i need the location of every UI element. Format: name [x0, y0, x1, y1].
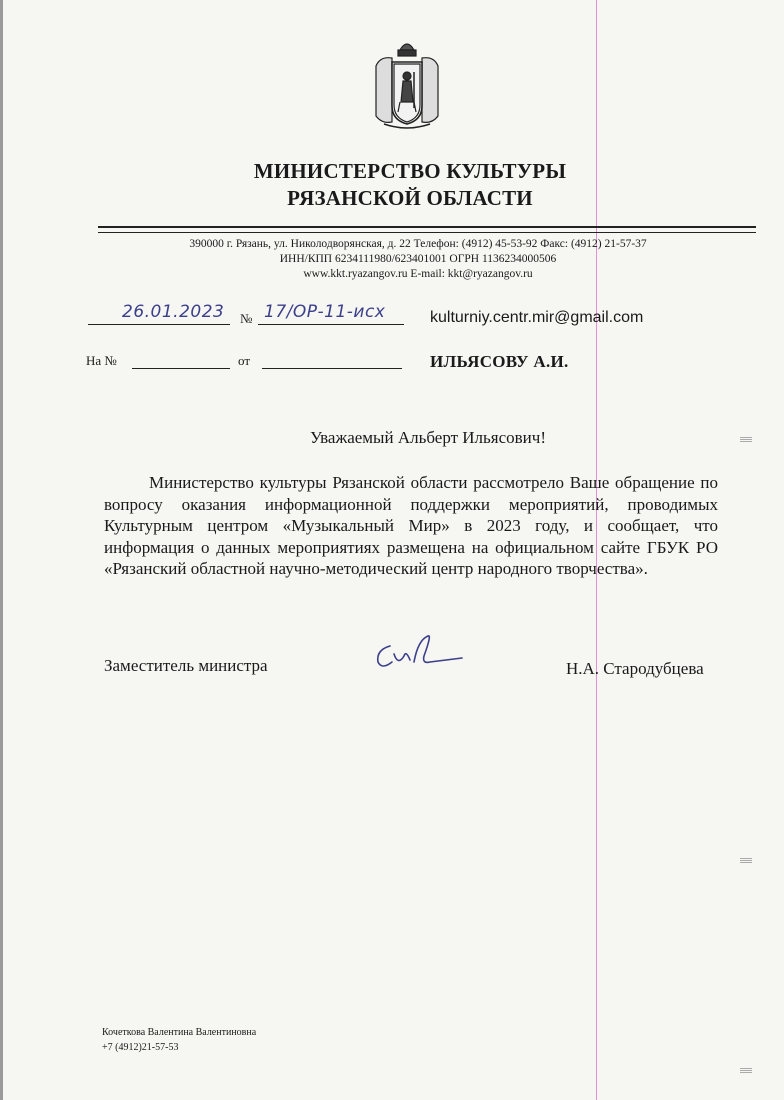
- signatory-name: Н.А. Стародубцева: [566, 659, 704, 678]
- executor-phone: +7 (4912)21-57-53: [102, 1042, 179, 1053]
- scan-mark: [740, 858, 752, 864]
- number-label: №: [240, 311, 253, 326]
- reference-number-field: [132, 350, 230, 369]
- header-rule-thick: [98, 226, 756, 228]
- reference-label: На №: [86, 353, 117, 368]
- greeting: Уважаемый Альберт Ильясович!: [310, 428, 546, 447]
- header-rule-thin: [98, 232, 756, 233]
- signatory-title: Заместитель министра: [104, 656, 268, 675]
- handwritten-signature-icon: [372, 632, 464, 676]
- reference-date-field: [262, 350, 402, 369]
- scan-mark: [740, 1068, 752, 1074]
- ministry-name-line2: РЯЗАНСКОЙ ОБЛАСТИ: [287, 186, 533, 210]
- ministry-name-line1: МИНИСТЕРСТВО КУЛЬТУРЫ: [253, 159, 567, 183]
- registration-number: 17/ОР-11-исх: [264, 302, 386, 322]
- recipient-name: ИЛЬЯСОВУ А.И.: [430, 352, 569, 371]
- registration-date: 26.01.2023: [122, 302, 225, 322]
- reference-from-label: от: [238, 353, 251, 368]
- contacts-web: www.kkt.ryazangov.ru E-mail: kkt@ryazangov.ru: [303, 268, 533, 280]
- executor-name: Кочеткова Валентина Валентиновна: [102, 1027, 257, 1038]
- letter-body: Министерство культуры Рязанской области рассмотрело Ваше обращение по вопросу оказания информационной поддержки мероприятий, проводимых Культурным центром «Музыкальный Мир» в 2023 году, и сообщает, что информация о данных мероприятиях размещена на официальном сайте ГБУК РО «Рязанский областной научно-методический центр народного творчества».: [104, 473, 718, 578]
- scan-edge: [0, 0, 3, 1100]
- coat-of-arms-icon: [370, 36, 444, 134]
- contacts-address: 390000 г. Рязань, ул. Николодворянская, д. 22 Телефон: (4912) 45-53-92 Факс: (4912) 21-57-37: [189, 238, 647, 250]
- contacts-registry: ИНН/КПП 6234111980/623401001 ОГРН 1136234000506: [279, 253, 557, 265]
- recipient-email: kulturniy.centr.mir@gmail.com: [430, 309, 644, 326]
- executor-info: [102, 1025, 256, 1055]
- scan-mark: [740, 437, 752, 443]
- contact-details: [128, 237, 708, 282]
- ministry-name: [200, 158, 620, 212]
